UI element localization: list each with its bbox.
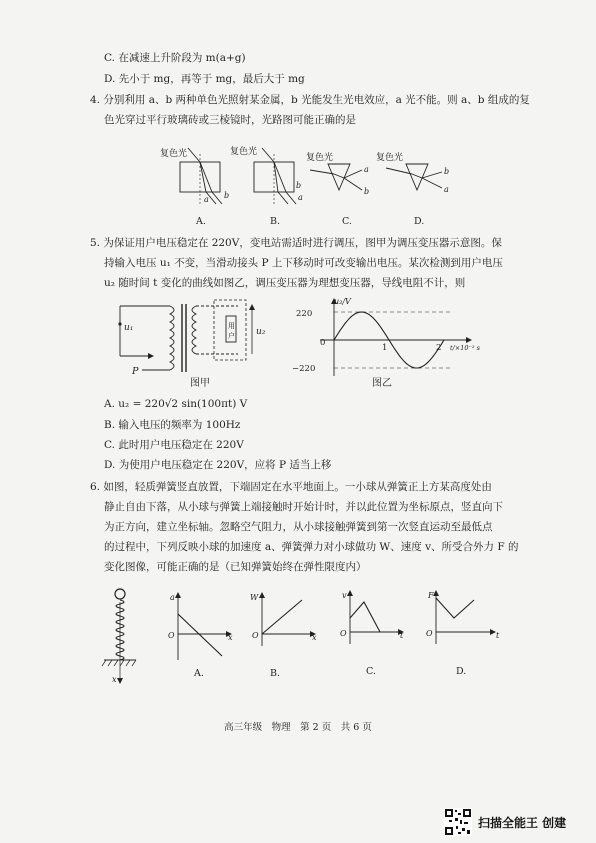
q3-option-d: D. 先小于 mg，再等于 mg，最后大于 mg bbox=[104, 73, 305, 85]
q3-option-c: C. 在减速上升阶段为 m(a+g) bbox=[104, 52, 246, 64]
q4-figure-a bbox=[160, 140, 240, 230]
q4-a-ray-b: b bbox=[224, 191, 230, 200]
q6-a-ylabel: a bbox=[170, 593, 175, 602]
q6-c-ylabel: v bbox=[342, 591, 347, 600]
q4-a-ray-a: a bbox=[204, 195, 209, 204]
q5-fig-a-caption: 图甲 bbox=[190, 378, 210, 389]
q4-stem-line1: 4. 分别利用 a、b 两种单色光照射某金属，b 光能发生光电效应，a 光不能。则 a、b 组成的复 bbox=[90, 94, 530, 106]
q4-figure-b bbox=[230, 140, 310, 230]
q5-option-c: C. 此时用户电压稳定在 220V bbox=[104, 439, 244, 451]
q6-spring-diagram bbox=[100, 584, 150, 684]
q5-chart-x2: 2 bbox=[436, 343, 442, 353]
q4-option-b: B. bbox=[270, 216, 281, 227]
q4-c-ray-a: a bbox=[364, 165, 369, 174]
q4-figure-d bbox=[376, 150, 456, 230]
qr-code-icon bbox=[444, 808, 472, 836]
q6-d-ylabel: F bbox=[428, 591, 434, 600]
q6-option-d: D. bbox=[456, 666, 467, 677]
q4-b-ray-a: a bbox=[298, 193, 303, 202]
q6-graph-c bbox=[338, 588, 410, 682]
q4-figure-c bbox=[306, 150, 376, 230]
q4-c-ray-b: b bbox=[364, 187, 370, 196]
q5-chart-xlabel: t/×10⁻² s bbox=[450, 344, 480, 352]
q5-user-label-1: 用 bbox=[228, 322, 235, 330]
q6-c-origin: O bbox=[340, 629, 347, 638]
q6-spring-x: x bbox=[112, 675, 117, 684]
q4-option-a: A. bbox=[196, 216, 206, 227]
q5-chart-origin: 0 bbox=[320, 338, 326, 348]
q5-stem-line2: 持输入电压 u₁ 不变，当滑动接头 P 上下移动时可改变输出电压。某次检测到用户电压 bbox=[104, 257, 503, 269]
scanner-watermark-text: 扫描全能王 创建 bbox=[478, 815, 567, 830]
q5-option-d: D. 为使用户电压稳定在 220V，应将 P 适当上移 bbox=[104, 459, 332, 471]
q6-option-a: A. bbox=[194, 668, 204, 679]
q6-a-xlabel: x bbox=[228, 633, 233, 642]
q6-b-origin: O bbox=[252, 631, 259, 640]
q4-b-light-label: 复色光 bbox=[230, 147, 258, 157]
q6-stem-line1: 6. 如图，轻质弹簧竖直放置，下端固定在水平地面上。一小球从弹簧正上方某高度处由 bbox=[90, 481, 492, 493]
q5-u1-label: u₁ bbox=[124, 323, 134, 333]
q6-stem-line4: 的过程中，下列反映小球的加速度 a、弹簧弹力对小球做功 W、速度 v、所受合外力 F 的 bbox=[104, 541, 519, 553]
q5-voltage-chart bbox=[290, 296, 490, 382]
q6-d-origin: O bbox=[426, 629, 433, 638]
q5-chart-ytop: 220 bbox=[296, 309, 313, 319]
q6-stem-line5: 变化图像，可能正确的是（已知弹簧始终在弹性限度内） bbox=[104, 561, 367, 573]
q5-stem-line3: u₂ 随时间 t 变化的曲线如图乙，调压变压器为理想变压器，导线电阻不计，则 bbox=[104, 277, 466, 289]
q5-p-label: P bbox=[132, 366, 139, 377]
q4-option-c: C. bbox=[342, 216, 352, 227]
q6-graph-a bbox=[166, 590, 238, 682]
q5-option-a: A. u₂ = 220√2 sin(100πt) V bbox=[104, 398, 248, 410]
q4-d-ray-a: a bbox=[444, 185, 449, 194]
q6-stem-line3: 为正方向，建立坐标轴。忽略空气阻力，从小球接触弹簧到第一次竖直运动至最低点 bbox=[104, 521, 493, 533]
q4-c-light-label: 复色光 bbox=[306, 153, 334, 163]
q6-option-b: B. bbox=[270, 668, 281, 679]
q6-graph-d bbox=[424, 588, 506, 682]
q6-option-c: C. bbox=[366, 666, 376, 677]
q6-a-origin: O bbox=[168, 631, 175, 640]
q4-b-ray-b: b bbox=[296, 181, 302, 190]
q4-stem-line2: 色光穿过平行玻璃砖或三棱镜时，光路图可能正确的是 bbox=[104, 114, 356, 126]
q5-fig-b-caption: 图乙 bbox=[372, 378, 392, 389]
page-footer: 高三年级 物理 第 2 页 共 6 页 bbox=[224, 722, 372, 733]
q6-d-xlabel: t bbox=[496, 631, 500, 640]
q6-c-xlabel: t bbox=[400, 631, 404, 640]
q6-stem-line2: 静止自由下落，从小球与弹簧上端接触时开始计时，并以此位置为坐标原点，竖直向下 bbox=[104, 501, 503, 513]
q4-a-light-label: 复色光 bbox=[160, 149, 188, 159]
scanner-watermark bbox=[444, 808, 566, 836]
q4-option-d: D. bbox=[414, 216, 425, 227]
q5-option-b: B. 输入电压的频率为 100Hz bbox=[104, 419, 241, 431]
q5-chart-ylabel: u₂/V bbox=[334, 297, 351, 306]
q6-graph-b bbox=[250, 590, 322, 682]
q5-stem-line1: 5. 为保证用户电压稳定在 220V，变电站需适时进行调压，图甲为调压变压器示意图。保 bbox=[90, 237, 502, 249]
q5-chart-x1: 1 bbox=[382, 343, 388, 353]
q6-b-ylabel: W bbox=[250, 593, 259, 602]
q4-d-light-label: 复色光 bbox=[376, 153, 404, 163]
q5-user-label-2: 户 bbox=[228, 332, 235, 340]
q4-d-ray-b: b bbox=[444, 167, 450, 176]
q5-chart-ybottom: −220 bbox=[292, 364, 316, 374]
q6-b-xlabel: x bbox=[312, 633, 317, 642]
q5-u2-label: u₂ bbox=[256, 327, 266, 337]
